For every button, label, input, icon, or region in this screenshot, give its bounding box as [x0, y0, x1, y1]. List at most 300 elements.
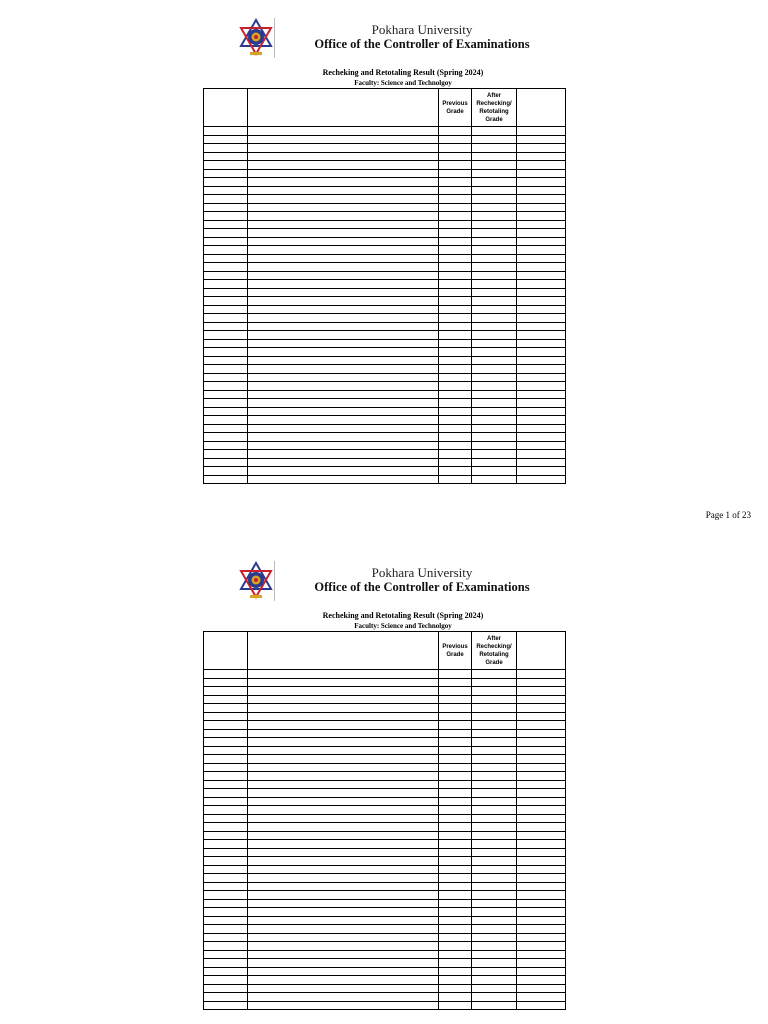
table-row [204, 280, 566, 289]
table-row [204, 763, 566, 772]
table-cell [517, 806, 566, 815]
table-cell [439, 942, 472, 951]
table-row [204, 441, 566, 450]
table-header-row [204, 632, 566, 670]
table-cell [248, 424, 439, 433]
table-cell [248, 237, 439, 246]
table-cell [439, 220, 472, 229]
table-cell [439, 416, 472, 425]
table-cell [204, 365, 248, 374]
table-cell [472, 865, 517, 874]
table-row [204, 424, 566, 433]
table-cell [517, 246, 566, 255]
table-cell [472, 712, 517, 721]
table-cell [472, 135, 517, 144]
table-row [204, 993, 566, 1002]
table-cell [204, 908, 248, 917]
table-cell [248, 169, 439, 178]
table-cell [517, 755, 566, 764]
table-cell [472, 738, 517, 747]
table-cell [517, 704, 566, 713]
page-1 [0, 18, 768, 518]
table-cell [472, 373, 517, 382]
table-cell [248, 678, 439, 687]
table-cell [517, 212, 566, 221]
result-table [203, 88, 566, 484]
table-cell [472, 797, 517, 806]
table-row [204, 729, 566, 738]
table-cell [204, 857, 248, 866]
table-cell [517, 695, 566, 704]
table-cell [248, 305, 439, 314]
table-cell [439, 186, 472, 195]
table-cell [472, 993, 517, 1002]
table-row [204, 365, 566, 374]
table-cell [517, 288, 566, 297]
table-cell [248, 695, 439, 704]
table-cell [248, 738, 439, 747]
table-cell [517, 382, 566, 391]
table-cell [439, 755, 472, 764]
table-row [204, 399, 566, 408]
table-cell [517, 186, 566, 195]
table-row [204, 933, 566, 942]
table-cell [204, 806, 248, 815]
column-header-after-grade: After Rechecking/ Retotaling Grade [472, 89, 517, 127]
table-cell [472, 984, 517, 993]
table-row [204, 203, 566, 212]
table-cell [517, 942, 566, 951]
table-cell [439, 467, 472, 476]
table-cell [439, 916, 472, 925]
table-row [204, 678, 566, 687]
table-cell [517, 1001, 566, 1010]
table-cell [517, 339, 566, 348]
table-cell [204, 891, 248, 900]
table-cell [517, 712, 566, 721]
table-cell [439, 356, 472, 365]
table-cell [439, 288, 472, 297]
table-cell [248, 161, 439, 170]
table-cell [439, 721, 472, 730]
table-cell [204, 178, 248, 187]
result-title: Recheking and Retotaling Result (Spring 2024) [322, 68, 484, 77]
table-cell [517, 721, 566, 730]
table-cell [439, 441, 472, 450]
table-row [204, 433, 566, 442]
table-cell [472, 220, 517, 229]
table-cell [439, 475, 472, 484]
table-cell [248, 899, 439, 908]
table-cell [248, 365, 439, 374]
table-cell [204, 220, 248, 229]
table-cell [204, 441, 248, 450]
table-cell [517, 305, 566, 314]
table-cell [204, 950, 248, 959]
table-row [204, 814, 566, 823]
table-cell [517, 814, 566, 823]
table-cell [248, 729, 439, 738]
table-cell [517, 144, 566, 153]
table-cell [439, 373, 472, 382]
letterhead [238, 561, 558, 613]
table-cell [248, 806, 439, 815]
table-row [204, 780, 566, 789]
table-cell [472, 424, 517, 433]
table-cell [204, 695, 248, 704]
table-cell [439, 925, 472, 934]
table-cell [472, 831, 517, 840]
table-cell [248, 891, 439, 900]
table-cell [472, 933, 517, 942]
table-cell [439, 984, 472, 993]
table-cell [439, 959, 472, 968]
table-cell [472, 899, 517, 908]
table-cell [248, 246, 439, 255]
table-cell [472, 772, 517, 781]
table-row [204, 237, 566, 246]
table-cell [248, 467, 439, 476]
table-cell [517, 237, 566, 246]
table-cell [472, 441, 517, 450]
university-name: Pokhara University [371, 22, 473, 37]
table-cell [517, 271, 566, 280]
table-cell [517, 780, 566, 789]
table-cell [204, 416, 248, 425]
table-row [204, 212, 566, 221]
table-cell [439, 348, 472, 357]
table-cell [439, 305, 472, 314]
table-cell [204, 322, 248, 331]
table-cell [439, 797, 472, 806]
table-row [204, 305, 566, 314]
table-cell [517, 373, 566, 382]
table-cell [439, 712, 472, 721]
table-cell [517, 687, 566, 696]
table-cell [517, 229, 566, 238]
table-cell [204, 678, 248, 687]
table-cell [204, 305, 248, 314]
table-row [204, 721, 566, 730]
table-row [204, 967, 566, 976]
table-cell [472, 908, 517, 917]
table-cell [248, 814, 439, 823]
table-cell [517, 169, 566, 178]
table-row [204, 246, 566, 255]
table-cell [439, 908, 472, 917]
table-cell [204, 780, 248, 789]
table-cell [204, 976, 248, 985]
table-cell [472, 416, 517, 425]
table-cell [517, 390, 566, 399]
table-row [204, 831, 566, 840]
table-cell [472, 704, 517, 713]
table-header-row [204, 89, 566, 127]
table-cell [472, 763, 517, 772]
table-cell [472, 331, 517, 340]
table-cell [248, 797, 439, 806]
table-cell [517, 195, 566, 204]
table-cell [439, 161, 472, 170]
table-cell [517, 746, 566, 755]
table-row [204, 959, 566, 968]
table-cell [472, 721, 517, 730]
table-cell [204, 280, 248, 289]
table-cell [439, 169, 472, 178]
table-row [204, 127, 566, 136]
table-cell [472, 450, 517, 459]
table-cell [472, 322, 517, 331]
column-header-previous-grade: Previous Grade [439, 632, 472, 670]
table-cell [439, 933, 472, 942]
table-cell [248, 823, 439, 832]
table-row [204, 848, 566, 857]
table-cell [472, 152, 517, 161]
table-cell [204, 229, 248, 238]
table-cell [472, 670, 517, 679]
table-cell [248, 433, 439, 442]
table-cell [204, 738, 248, 747]
table-cell [439, 780, 472, 789]
table-cell [517, 993, 566, 1002]
page-number: Page 1 of 23 [705, 510, 751, 520]
table-cell [439, 831, 472, 840]
table-cell [204, 772, 248, 781]
table-row [204, 772, 566, 781]
table-cell [472, 356, 517, 365]
table-cell [439, 280, 472, 289]
table-cell [204, 195, 248, 204]
table-cell [204, 916, 248, 925]
table-cell [248, 976, 439, 985]
table-cell [472, 271, 517, 280]
table-row [204, 178, 566, 187]
table-cell [517, 178, 566, 187]
table-cell [204, 339, 248, 348]
table-cell [204, 127, 248, 136]
table-cell [204, 942, 248, 951]
table-cell [517, 916, 566, 925]
table-cell [204, 203, 248, 212]
table-cell [472, 1001, 517, 1010]
table-cell [248, 857, 439, 866]
table-cell [439, 967, 472, 976]
table-row [204, 687, 566, 696]
table-cell [439, 433, 472, 442]
table-cell [204, 848, 248, 857]
table-row [204, 356, 566, 365]
table-cell [472, 390, 517, 399]
table-cell [472, 942, 517, 951]
table-cell [248, 416, 439, 425]
table-cell [439, 195, 472, 204]
table-cell [248, 382, 439, 391]
table-cell [517, 678, 566, 687]
table-cell [248, 942, 439, 951]
table-cell [439, 127, 472, 136]
table-cell [248, 348, 439, 357]
table-cell [517, 297, 566, 306]
column-header [517, 632, 566, 670]
university-logo-icon [238, 561, 274, 601]
table-cell [517, 865, 566, 874]
table-cell [439, 763, 472, 772]
table-cell [248, 993, 439, 1002]
table-cell [472, 925, 517, 934]
table-row [204, 908, 566, 917]
table-row [204, 169, 566, 178]
table-cell [204, 450, 248, 459]
column-header [204, 632, 248, 670]
table-cell [472, 967, 517, 976]
table-cell [439, 738, 472, 747]
table-row [204, 950, 566, 959]
table-cell [517, 840, 566, 849]
table-cell [204, 763, 248, 772]
table-cell [472, 407, 517, 416]
table-cell [204, 814, 248, 823]
table-cell [439, 840, 472, 849]
table-cell [248, 874, 439, 883]
table-cell [204, 399, 248, 408]
table-cell [472, 246, 517, 255]
table-cell [517, 322, 566, 331]
table-cell [472, 254, 517, 263]
table-cell [248, 314, 439, 323]
table-cell [248, 865, 439, 874]
table-cell [517, 254, 566, 263]
table-cell [204, 729, 248, 738]
table-row [204, 271, 566, 280]
table-cell [204, 356, 248, 365]
table-cell [204, 865, 248, 874]
logo-divider [274, 561, 275, 601]
table-cell [439, 882, 472, 891]
table-cell [439, 695, 472, 704]
table-cell [248, 772, 439, 781]
table-row [204, 984, 566, 993]
table-cell [248, 670, 439, 679]
table-cell [472, 916, 517, 925]
faculty-label: Faculty: Science and Technolgoy [354, 79, 452, 87]
table-cell [439, 407, 472, 416]
table-cell [248, 127, 439, 136]
table-cell [439, 670, 472, 679]
table-cell [204, 831, 248, 840]
table-cell [439, 254, 472, 263]
table-cell [204, 704, 248, 713]
table-cell [248, 212, 439, 221]
table-row [204, 135, 566, 144]
table-cell [204, 721, 248, 730]
table-cell [204, 161, 248, 170]
table-cell [517, 407, 566, 416]
page-2 [0, 561, 768, 1024]
table-row [204, 916, 566, 925]
table-cell [439, 297, 472, 306]
table-cell [248, 356, 439, 365]
table-cell [472, 297, 517, 306]
table-row [204, 195, 566, 204]
table-row [204, 670, 566, 679]
table-row [204, 942, 566, 951]
table-cell [248, 373, 439, 382]
table-cell [472, 161, 517, 170]
table-cell [248, 959, 439, 968]
table-cell [439, 263, 472, 272]
table-cell [472, 305, 517, 314]
table-cell [517, 925, 566, 934]
table-row [204, 254, 566, 263]
table-row [204, 229, 566, 238]
table-cell [472, 755, 517, 764]
table-cell [248, 254, 439, 263]
table-cell [472, 195, 517, 204]
table-cell [248, 322, 439, 331]
table-row [204, 263, 566, 272]
table-cell [204, 687, 248, 696]
table-cell [204, 789, 248, 798]
table-cell [204, 458, 248, 467]
table-cell [517, 933, 566, 942]
table-cell [472, 840, 517, 849]
table-cell [517, 763, 566, 772]
table-cell [517, 203, 566, 212]
table-cell [204, 297, 248, 306]
table-cell [472, 458, 517, 467]
table-cell [204, 424, 248, 433]
table-cell [517, 458, 566, 467]
table-cell [517, 475, 566, 484]
table-cell [439, 1001, 472, 1010]
table-cell [517, 356, 566, 365]
table-cell [204, 152, 248, 161]
table-cell [439, 950, 472, 959]
table-cell [439, 772, 472, 781]
office-name: Office of the Controller of Examinations [314, 37, 530, 51]
table-cell [248, 297, 439, 306]
table-cell [472, 467, 517, 476]
column-header-after-grade: After Rechecking/ Retotaling Grade [472, 632, 517, 670]
table-cell [472, 746, 517, 755]
table-cell [517, 738, 566, 747]
table-cell [248, 908, 439, 917]
faculty-label: Faculty: Science and Technolgoy [354, 622, 452, 630]
table-cell [472, 382, 517, 391]
table-cell [248, 458, 439, 467]
table-cell [439, 331, 472, 340]
column-header [517, 89, 566, 127]
table-cell [248, 840, 439, 849]
table-cell [248, 916, 439, 925]
table-row [204, 382, 566, 391]
table-cell [248, 186, 439, 195]
table-cell [204, 144, 248, 153]
table-cell [439, 891, 472, 900]
table-cell [248, 144, 439, 153]
table-cell [517, 280, 566, 289]
table-cell [472, 678, 517, 687]
table-row [204, 331, 566, 340]
table-cell [472, 950, 517, 959]
table-cell [517, 416, 566, 425]
table-cell [517, 984, 566, 993]
table-cell [517, 823, 566, 832]
table-row [204, 899, 566, 908]
table-cell [204, 186, 248, 195]
table-cell [248, 263, 439, 272]
column-header-previous-grade: Previous Grade [439, 89, 472, 127]
